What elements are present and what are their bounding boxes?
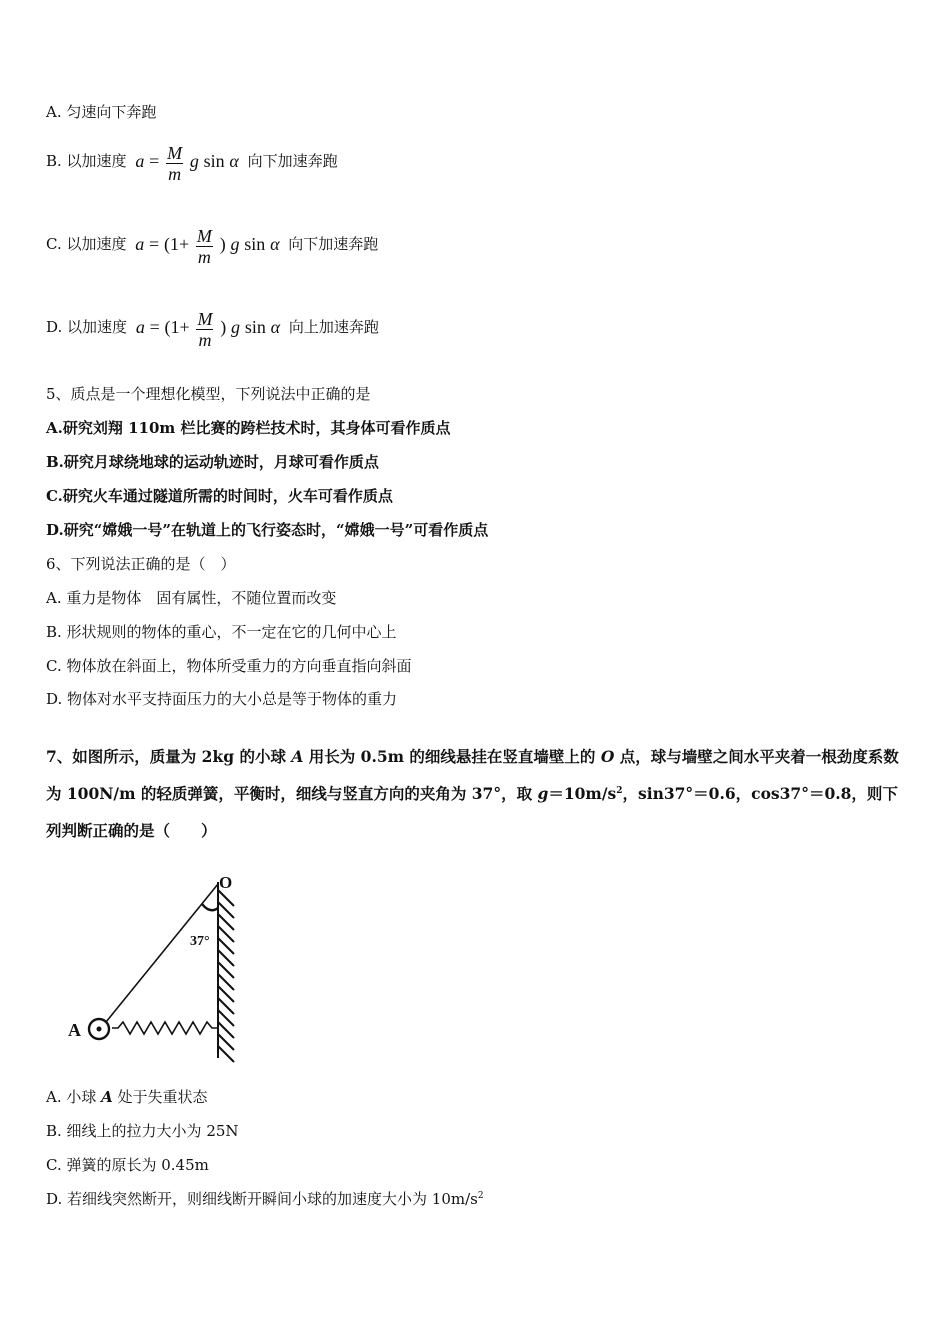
option-text: 研究“嫦娥一号”在轨道上的飞行姿态时，“嫦娥一号”可看作质点 xyxy=(63,521,489,539)
stem-text: 用长为 0.5m 的细线悬挂在竖直墙壁上的 xyxy=(303,747,601,766)
var-alpha: α xyxy=(270,234,280,255)
option-5b xyxy=(46,452,379,472)
fraction-M-over-m xyxy=(196,309,213,350)
option-letter: C. xyxy=(46,487,63,505)
option-4d-suffix: 向上加速奔跑 xyxy=(288,318,379,336)
equals-sign: = xyxy=(149,151,160,172)
option-4c-prefix: C. 以加速度 xyxy=(46,235,127,253)
option-7c: C. 弹簧的原长为 0.45m xyxy=(46,1156,209,1174)
superscript: 2 xyxy=(477,1191,484,1201)
stem-text: 点，球与墙壁之间水平夹着一根劲度系数为 100N/m 的轻质弹簧，平衡时，细线与竖直方向的夹角为 37°，取 xyxy=(46,747,899,803)
var-a: a xyxy=(135,234,145,255)
var-g: g xyxy=(231,317,241,338)
formula-4b xyxy=(135,140,239,184)
option-7a xyxy=(46,1087,208,1107)
option-5c xyxy=(46,486,393,506)
stem-text: 7、如图所示，质量为 2kg 的小球 xyxy=(46,747,292,766)
open-paren: (1+ xyxy=(164,317,190,338)
option-4b-prefix: B. 以加速度 xyxy=(46,152,127,170)
var-g: g xyxy=(230,234,240,255)
stem-text: ，sin37°＝0.6，cos37°＝0.8，则下列判断正确的是（ ） xyxy=(46,784,898,840)
option-5a xyxy=(46,418,451,438)
formula-4d xyxy=(136,306,280,350)
var-A: A xyxy=(101,1088,113,1106)
option-text: 研究火车通过隧道所需的时间时，火车可看作质点 xyxy=(62,487,393,505)
option-4d xyxy=(46,306,379,350)
sin-func: sin xyxy=(244,317,266,338)
option-4b xyxy=(46,140,338,184)
close-paren: ) xyxy=(220,317,227,338)
sin-func: sin xyxy=(244,234,266,255)
denominator-m: m xyxy=(168,163,182,184)
option-text: D. 若细线突然断开，则细线断开瞬间小球的加速度大小为 10m/s xyxy=(46,1190,478,1208)
option-6b: B. 形状规则的物体的重心，不一定在它的几何中心上 xyxy=(46,623,397,641)
var-g: g xyxy=(537,784,549,803)
label-o: O xyxy=(219,873,233,892)
option-6c: C. 物体放在斜面上，物体所受重力的方向垂直指向斜面 xyxy=(46,657,412,675)
numerator-M: M xyxy=(167,142,183,163)
numerator-M: M xyxy=(196,225,212,246)
var-alpha: α xyxy=(229,151,239,172)
option-7d xyxy=(46,1189,484,1209)
option-text: 研究刘翔 110m 栏比赛的跨栏技术时，其身体可看作质点 xyxy=(62,419,451,437)
question-6-stem: 6、下列说法正确的是（ ） xyxy=(46,555,236,573)
option-4d-prefix: D. 以加速度 xyxy=(46,318,128,336)
equals-sign: = xyxy=(149,317,160,338)
option-4b-suffix: 向下加速奔跑 xyxy=(247,152,338,170)
fraction-M-over-m xyxy=(166,143,183,184)
option-text: A. 小球 xyxy=(46,1088,102,1106)
close-paren: ) xyxy=(219,234,226,255)
var-a: a xyxy=(135,317,145,338)
option-6d: D. 物体对水平支持面压力的大小总是等于物体的重力 xyxy=(46,690,398,708)
numerator-M: M xyxy=(197,308,213,329)
equals-sign: = xyxy=(149,234,160,255)
var-g: g xyxy=(189,151,199,172)
stem-text: ＝10m/s xyxy=(548,784,617,803)
angle-arc xyxy=(202,904,218,910)
sin-func: sin xyxy=(203,151,225,172)
option-letter: B. xyxy=(46,453,64,471)
option-7b: B. 细线上的拉力大小为 25N xyxy=(46,1122,239,1140)
fraction-M-over-m xyxy=(196,226,213,267)
option-4c-suffix: 向下加速奔跑 xyxy=(288,235,379,253)
wall-hatching xyxy=(218,890,234,1062)
var-O: O xyxy=(600,747,615,766)
label-a: A xyxy=(68,1020,81,1040)
option-4a: A. 匀速向下奔跑 xyxy=(46,103,157,121)
superscript: 2 xyxy=(616,785,623,796)
label-angle: 37° xyxy=(190,934,210,949)
option-text: 研究月球绕地球的运动轨迹时，月球可看作质点 xyxy=(63,453,379,471)
option-4c xyxy=(46,223,378,267)
spring-zigzag xyxy=(112,1022,218,1034)
option-letter: A. xyxy=(46,419,63,437)
denominator-m: m xyxy=(198,329,212,350)
option-6a: A. 重力是物体 固有属性，不随位置而改变 xyxy=(46,589,337,607)
question-5-stem: 5、质点是一个理想化模型，下列说法中正确的是 xyxy=(46,385,371,403)
question-7-stem xyxy=(46,738,908,849)
option-text: 处于失重状态 xyxy=(112,1088,208,1106)
denominator-m: m xyxy=(197,246,211,267)
pendulum-spring-figure xyxy=(60,868,250,1068)
option-letter: D. xyxy=(46,521,64,539)
open-paren: (1+ xyxy=(163,234,190,255)
option-5d xyxy=(46,520,488,540)
var-a: a xyxy=(135,151,145,172)
var-A: A xyxy=(291,747,304,766)
var-alpha: α xyxy=(270,317,281,338)
formula-4c xyxy=(135,223,279,267)
